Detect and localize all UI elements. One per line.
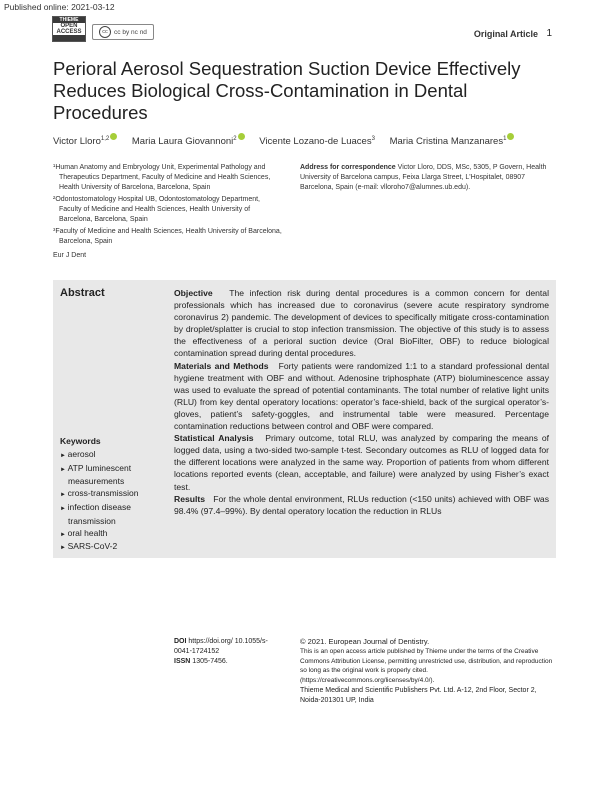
license-badge-text: cc by nc nd — [114, 28, 147, 36]
affiliation-2: ²Odontostomatology Hospital UB, Odontostomatology Department, Faculty of Medicine and Health Sciences, Health University of Barcelona, Barcelona, Spain — [53, 196, 260, 223]
published-date: Published online: 2021-03-12 — [4, 2, 115, 12]
abstract-body — [174, 287, 549, 517]
cc-icon: cc — [99, 26, 111, 38]
orcid-icon[interactable] — [238, 133, 245, 140]
author-2[interactable]: Maria Laura Giovannoni$^2$ — [132, 136, 245, 147]
keyword-item: ► SARS-CoV-2 — [60, 541, 165, 555]
thieme-open-access-logo — [52, 16, 86, 42]
issn-value: 1305-7456. — [192, 658, 228, 665]
logo-line-2: OPEN ACCESS — [53, 23, 85, 35]
keyword-item: ► cross-transmission — [60, 488, 165, 502]
issn-label: ISSN — [174, 658, 191, 665]
abstract-methods: Materials and Methods Forty patients were randomized 1:1 to a standard professional dental hygiene treatment with OBF and without. Adenosine triphosphate (ATP) bioluminescence assay was used to evaluate the spread of potential contaminants. The total number of relative light units (RLU) from key dental operatory locations: operator’s face-shield, back of the surgical operator’s-gloves, patient’s safety-goggles, and instrumental table were measured. Percentage contamination reductions between control and OBF were compared. — [174, 360, 549, 432]
copyright-line: © 2021. European Journal of Dentistry. — [300, 637, 430, 646]
author-1[interactable]: Victor Lloro$^{1,2}$ — [53, 136, 117, 147]
author-4[interactable]: Maria Cristina Manzanares$^1$ — [390, 136, 515, 147]
abstract-heading: Abstract — [60, 287, 105, 299]
correspondence-text: Victor Lloro, DDS, MSc, 5305, P Govern, Health University of Barcelona campus, Feixa Llarga Street, L'Hospitalet, 08907 Barcelona, Spain (e-mail: vlloroho7@alumnes.ub.edu). — [300, 164, 547, 191]
abstract-objective: Objective The infection risk during dental procedures is a common concern for dental professionals which has increased due to coronavirus (severe acute respiratory syndrome coronavirus 2) pandemic. The development of devices to specifically mitigate cross-contamination by droplet/splatter is crucial to stop infection transmission. The objective of this study is to assess the effectiveness of a perioral suction device (Oral BioFilter, OBF) to reduce biological contamination spread during dental procedures. — [174, 288, 549, 359]
abstract-results: Results For the whole dental environment, RLUs reduction (<150 units) achieved with OBF was 98.4% (97.4–99%). By dental operatory location the reduction in RLUs — [174, 493, 549, 516]
doi-label: DOI — [174, 638, 187, 645]
orcid-icon[interactable] — [110, 133, 117, 140]
affiliation-1: ¹Human Anatomy and Embryology Unit, Experimental Pathology and Therapeutics Department, Faculty of Medicine and Health Sciences, Health University of Barcelona, Barcelona, Spain — [53, 164, 271, 191]
copyright-block — [300, 637, 555, 706]
keyword-item: ► ATP luminescent measurements — [60, 463, 165, 489]
correspondence-label: Address for correspondence — [300, 164, 396, 171]
article-type: Original Article — [473, 29, 538, 39]
keywords-box — [60, 436, 165, 555]
journal-short-name: Eur J Dent — [53, 252, 87, 259]
abstract-statistics: Statistical Analysis Primary outcome, total RLU, was analyzed by comparing the means of logged data, using a two-sided two-sample t-test. Secondary outcomes as RLU of logged data for the different locations were analyzed in the same way. Proportion of patients from whom different locations reported events (clean, acceptable, and failure) were analyzed by using Fisher’s exact test. — [174, 433, 550, 492]
publisher-address: Thieme Medical and Scientific Publishers Pvt. Ltd. A-12, 2nd Floor, Sector 2, Noida-201301 UP, India — [300, 686, 537, 704]
keyword-item: ► aerosol — [60, 449, 165, 463]
affiliation-3: ³Faculty of Medicine and Health Sciences, Health University of Barcelona, Barcelona, Spain — [53, 228, 282, 245]
correspondence — [300, 163, 550, 193]
keyword-item: ► oral health — [60, 528, 165, 542]
logo-line-1: THIEME — [59, 17, 79, 23]
orcid-icon[interactable] — [507, 133, 514, 140]
page-number: 1 — [546, 28, 552, 39]
article-title: Perioral Aerosol Sequestration Suction Device Effectively Reduces Biological Cross-Contamination in Dental Procedures — [53, 58, 521, 123]
license-text: This is an open access article published by Thieme under the terms of the Creative Commons Attribution License, permitting unrestricted use, distribution, and reproduction so long as the original work is properly cited. (https://creativecommons.org/licenses/by/4.0/). — [300, 647, 553, 685]
doi-link[interactable]: https://doi.org/ 10.1055/s-0041-1724152 — [174, 638, 268, 655]
creative-commons-license-icon[interactable] — [92, 24, 154, 40]
keywords-heading: Keywords — [60, 436, 101, 446]
keyword-item: ► infection disease transmission — [60, 502, 165, 528]
author-3[interactable]: Vicente Lozano-de Luaces$^3$ — [259, 136, 375, 148]
article-identifiers — [174, 637, 284, 667]
affiliations — [53, 163, 283, 249]
author-list — [53, 133, 526, 147]
